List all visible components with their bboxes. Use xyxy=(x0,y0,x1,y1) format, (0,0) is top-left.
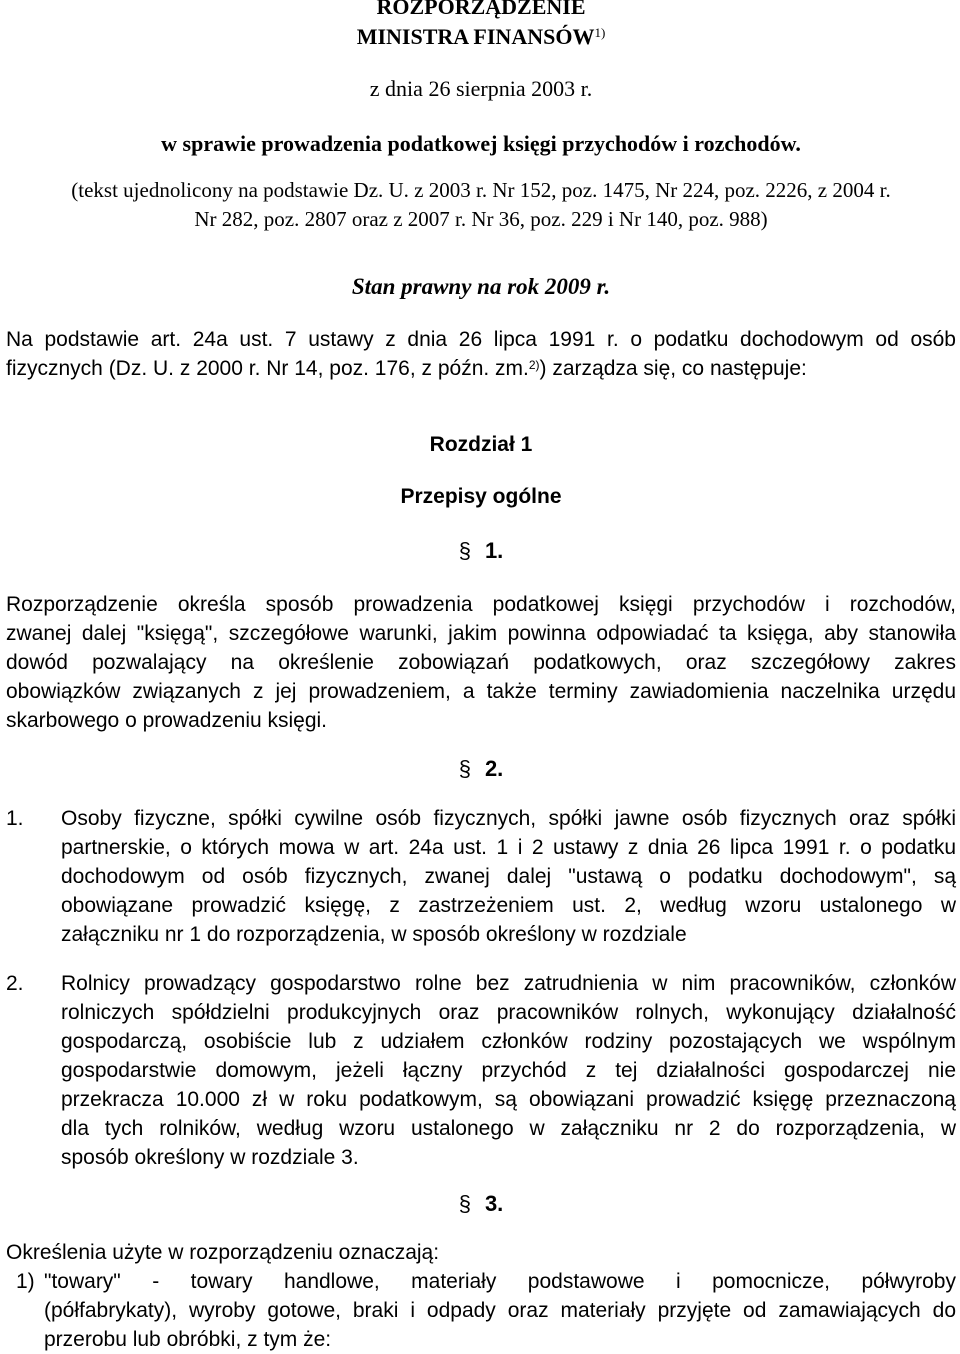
item-number: 2. xyxy=(6,972,24,995)
title-line-1: ROZPORZĄDZENIE xyxy=(376,0,586,19)
section-1-heading xyxy=(6,537,956,565)
section-1-number: 1. xyxy=(484,538,504,563)
section-3-item-1 xyxy=(6,1267,956,1354)
section-1-line: dowód pozwalający na określenie zobowiązań podatkowych, oraz szczegółowy zakres xyxy=(6,651,956,674)
item-line: Osoby fizyczne, spółki cywilne osób fizycznych, spółki jawne osób fizycznych oraz spółki xyxy=(61,807,956,830)
item-number: 1. xyxy=(6,807,24,830)
item-line: partnerskie, o których mowa w art. 24a ust. 1 i 2 ustawy z dnia 26 lipca 1991 r. o podatku xyxy=(61,836,956,859)
title-line-2: MINISTRA FINANSÓW xyxy=(356,24,595,49)
footnote-ref-2: 2) xyxy=(528,358,540,372)
footnote-ref-1: 1) xyxy=(594,25,606,40)
section-2-number: 2. xyxy=(484,756,504,781)
item-line: dochodowym od osób fizycznych, zwanej dalej "ustawą o podatku dochodowym", są xyxy=(61,865,956,888)
section-2-heading xyxy=(6,755,956,783)
regulation-title xyxy=(6,0,956,21)
chapter-label: Rozdział 1 xyxy=(429,433,533,456)
section-symbol: § xyxy=(458,538,471,563)
issuing-authority xyxy=(6,23,956,51)
section-3-heading xyxy=(6,1190,956,1218)
item-line: gospodarczą, osobiście lub z udziałem członków rodziny pozostających we wspólnym xyxy=(61,1030,956,1053)
item-line: Rolnicy prowadzący gospodarstwo rolne bez zatrudnienia w nim pracowników, członków xyxy=(61,972,956,995)
section-1-line: zwanej dalej "księgą", szczegółowe warunki, jakim powinna odpowiadać ta księga, aby stanowiła xyxy=(6,622,956,645)
preamble-line-2: fizycznych (Dz. U. z 2000 r. Nr 14, poz. 176, z późn. zm.$^{2)}$) zarządza się, co następuje: xyxy=(6,357,807,380)
regulation-subject: w sprawie prowadzenia podatkowej księgi przychodów i rozchodów. xyxy=(161,131,801,156)
section-1-line: skarbowego o prowadzeniu księgi. xyxy=(6,709,328,732)
preamble xyxy=(6,325,956,383)
item-line: "towary" - towary handlowe, materiały podstawowe i pomocnicze, półwyroby xyxy=(44,1270,956,1293)
item-line: przekracza 10.000 zł w roku podatkowym, są obowiązani prowadzić księgę przeznaczoną xyxy=(61,1088,956,1111)
item-line: załączniku nr 1 do rozporządzenia, w sposób określony w rozdziale xyxy=(61,923,687,946)
item-line: rolniczych spółdzielni produkcyjnych oraz pracowników rolnych, wykonujący działalność xyxy=(61,1001,956,1024)
item-line: gospodarstwie domowym, jeżeli łączny przychód z tej działalności gospodarczej nie xyxy=(61,1059,956,1082)
regulation-date: z dnia 26 sierpnia 2003 r. xyxy=(369,76,593,101)
section-1-line: obowiązków związanych z jej prowadzeniem, a także terminy zawiadomienia naczelnika urzędu xyxy=(6,680,956,703)
consolidated-text-note xyxy=(6,176,956,234)
item-line: przerobu lub obróbki, z tym że: xyxy=(44,1328,332,1351)
section-2-item-2 xyxy=(6,969,956,1172)
section-symbol: § xyxy=(458,756,471,781)
item-line: (półfabrykaty), wyroby gotowe, braki i odpady oraz materiały przyjęte od zamawiających do xyxy=(44,1299,956,1322)
consolidated-line-1: (tekst ujednolicony na podstawie Dz. U. z 2003 r. Nr 152, poz. 1475, Nr 224, poz. 2226, z 2004 r. xyxy=(71,178,891,202)
item-line: dla tych rolników, według wzoru ustalonego w załączniku nr 2 do rozporządzenia, w xyxy=(61,1117,956,1140)
item-line: sposób określony w rozdziale 3. xyxy=(61,1146,359,1169)
chapter-title: Przepisy ogólne xyxy=(400,485,562,508)
section-3-number: 3. xyxy=(484,1191,504,1216)
section-2-item-1 xyxy=(6,804,956,949)
section-symbol: § xyxy=(458,1191,471,1216)
section-1-text xyxy=(6,590,956,735)
section-3-intro: Określenia użyte w rozporządzeniu oznaczają: xyxy=(6,1241,440,1264)
consolidated-line-2: Nr 282, poz. 2807 oraz z 2007 r. Nr 36, poz. 229 i Nr 140, poz. 988) xyxy=(194,207,768,231)
preamble-line-1: Na podstawie art. 24a ust. 7 ustawy z dnia 26 lipca 1991 r. o podatku dochodowym od osób xyxy=(6,328,956,351)
legal-status: Stan prawny na rok 2009 r. xyxy=(351,274,611,299)
item-number: 1) xyxy=(16,1270,35,1293)
section-1-line: Rozporządzenie określa sposób prowadzenia podatkowej księgi przychodów i rozchodów, xyxy=(6,593,956,616)
item-line: obowiązane prowadzić księgę, z zastrzeżeniem ust. 2, według wzoru ustalonego w xyxy=(61,894,956,917)
